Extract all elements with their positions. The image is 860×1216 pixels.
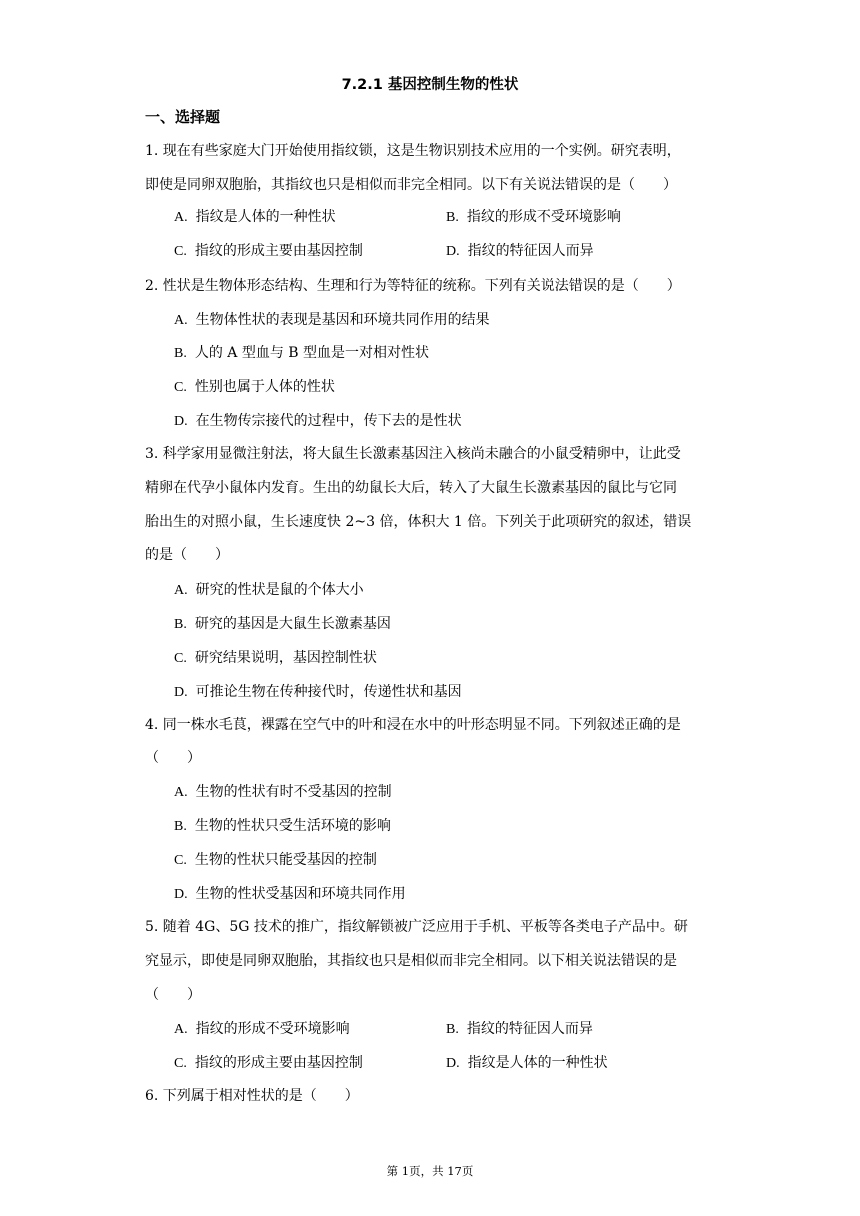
question-2-option-b: B. 人的 A 型血与 B 型血是一对相对性状 (174, 345, 430, 361)
question-3-line-3: 胎出生的对照小鼠，生长速度快 2~3 倍，体积大 1 倍。下列关于此项研究的叙述，错误 (145, 514, 692, 530)
question-4-option-d: D. 生物的性状受基因和环境共同作用 (174, 886, 406, 902)
question-1-option-b: B. 指纹的形成不受环境影响 (446, 209, 621, 225)
question-1-line-2: 即使是同卵双胞胎，其指纹也只是相似而非完全相同。以下有关说法错误的是（ ） (145, 177, 677, 193)
question-1-option-c: C. 指纹的形成主要由基因控制 (174, 243, 363, 259)
question-1-option-d: D. 指纹的特征因人而异 (446, 243, 594, 259)
question-4-option-a: A. 生物的性状有时不受基因的控制 (174, 784, 392, 800)
question-6-line-1: 6. 下列属于相对性状的是（ ） (145, 1088, 359, 1104)
question-3-option-a: A. 研究的性状是鼠的个体大小 (174, 582, 364, 598)
question-5-line-1: 5. 随着 4G、5G 技术的推广，指纹解锁被广泛应用于手机、平板等各类电子产品中。研 (145, 919, 688, 935)
question-4-option-b: B. 生物的性状只受生活环境的影响 (174, 818, 391, 834)
question-2-line-1: 2. 性状是生物体形态结构、生理和行为等特征的统称。下列有关说法错误的是（ ） (145, 278, 681, 294)
question-5-line-3: （ ） (145, 987, 201, 1003)
question-3-option-d: D. 可推论生物在传种接代时，传递性状和基因 (174, 684, 462, 700)
question-4-line-1: 4. 同一株水毛茛，裸露在空气中的叶和浸在水中的叶形态明显不同。下列叙述正确的是 (145, 717, 681, 733)
question-5-option-a: A. 指纹的形成不受环境影响 (174, 1021, 350, 1037)
document-title: 7.2.1 基因控制生物的性状 (341, 77, 519, 93)
question-2-option-c: C. 性别也属于人体的性状 (174, 379, 335, 395)
question-5-option-b: B. 指纹的特征因人而异 (446, 1021, 593, 1037)
question-3-line-4: 的是（ ） (145, 547, 229, 563)
question-4-line-2: （ ） (145, 750, 201, 766)
question-1-option-a: A. 指纹是人体的一种性状 (174, 209, 336, 225)
question-3-line-1: 3. 科学家用显微注射法，将大鼠生长激素基因注入核尚未融合的小鼠受精卵中，让此受 (145, 446, 681, 462)
question-4-option-c: C. 生物的性状只能受基因的控制 (174, 852, 377, 868)
question-3-option-b: B. 研究的基因是大鼠生长激素基因 (174, 616, 391, 632)
question-2-option-a: A. 生物体性状的表现是基因和环境共同作用的结果 (174, 312, 490, 328)
question-5-line-2: 究显示，即使是同卵双胞胎，其指纹也只是相似而非完全相同。以下相关说法错误的是 (145, 953, 677, 969)
question-1-line-1: 1. 现在有些家庭大门开始使用指纹锁，这是生物识别技术应用的一个实例。研究表明， (145, 143, 681, 159)
question-3-option-c: C. 研究结果说明，基因控制性状 (174, 650, 377, 666)
question-5-option-d: D. 指纹是人体的一种性状 (446, 1055, 608, 1071)
page-footer: 第 1页，共 17页 (386, 1164, 474, 1178)
question-5-option-c: C. 指纹的形成主要由基因控制 (174, 1055, 363, 1071)
question-2-option-d: D. 在生物传宗接代的过程中，传下去的是性状 (174, 413, 462, 429)
question-3-line-2: 精卵在代孕小鼠体内发育。生出的幼鼠长大后，转入了大鼠生长激素基因的鼠比与它同 (145, 480, 677, 496)
section-heading: 一、选择题 (145, 108, 221, 126)
